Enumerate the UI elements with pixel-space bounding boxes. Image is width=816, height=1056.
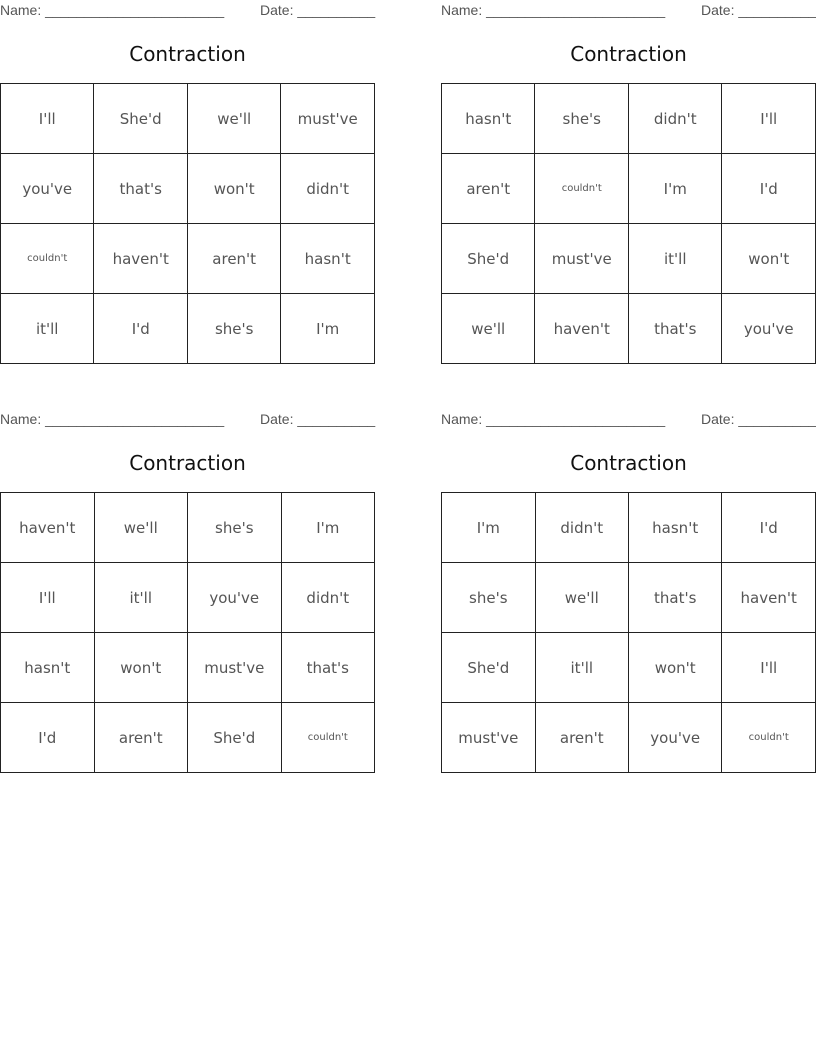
bingo-grid — [441, 492, 816, 773]
grid-cell: She'd — [442, 633, 536, 703]
grid-cell: I'll — [722, 84, 816, 154]
grid-cell: we'll — [94, 493, 187, 563]
grid-cell: She'd — [187, 703, 281, 773]
grid-cell: hasn't — [628, 493, 721, 563]
grid-cell: she's — [442, 563, 536, 633]
grid-row — [1, 84, 375, 154]
grid-cell: I'd — [1, 703, 95, 773]
grid-cell: aren't — [188, 224, 281, 294]
grid-cell: you've — [628, 703, 721, 773]
grid-cell: must've — [442, 703, 536, 773]
bingo-card-3 — [0, 409, 375, 774]
grid-cell: it'll — [629, 224, 722, 294]
grid-cell: couldn't — [722, 703, 816, 773]
grid-row — [1, 703, 375, 773]
bingo-grid — [0, 83, 375, 364]
grid-cell: we'll — [535, 563, 628, 633]
grid-cell: couldn't — [281, 703, 374, 773]
grid-cell: haven't — [722, 563, 816, 633]
grid-cell: she's — [188, 294, 281, 364]
grid-cell: I'm — [442, 493, 536, 563]
bingo-grid — [441, 83, 816, 364]
bingo-grid — [0, 492, 375, 773]
card-title: Contraction — [129, 42, 246, 66]
name-line: Name: _______________________ — [0, 2, 225, 18]
grid-cell: we'll — [442, 294, 535, 364]
grid-cell: won't — [628, 633, 721, 703]
card-header — [441, 411, 816, 429]
grid-cell: you've — [722, 294, 816, 364]
grid-cell: hasn't — [1, 633, 95, 703]
grid-cell: I'll — [1, 563, 95, 633]
grid-cell: didn't — [535, 493, 628, 563]
grid-cell: hasn't — [281, 224, 375, 294]
card-header — [0, 2, 375, 20]
grid-cell: must've — [281, 84, 375, 154]
grid-cell: I'm — [629, 154, 722, 224]
grid-row — [442, 154, 816, 224]
grid-cell: it'll — [535, 633, 628, 703]
grid-cell: hasn't — [442, 84, 535, 154]
grid-row — [442, 493, 816, 563]
grid-cell: aren't — [535, 703, 628, 773]
grid-row — [1, 633, 375, 703]
grid-cell: must've — [187, 633, 281, 703]
name-line: Name: _______________________ — [441, 2, 666, 18]
grid-row — [442, 84, 816, 154]
grid-cell: I'd — [722, 154, 816, 224]
grid-cell: didn't — [629, 84, 722, 154]
grid-cell: I'd — [94, 294, 188, 364]
grid-cell: she's — [535, 84, 629, 154]
grid-cell: I'm — [281, 294, 375, 364]
grid-cell: that's — [281, 633, 374, 703]
grid-cell: won't — [722, 224, 816, 294]
grid-row — [442, 563, 816, 633]
grid-cell: haven't — [1, 493, 95, 563]
grid-row — [1, 154, 375, 224]
date-line: Date: __________ — [701, 411, 816, 427]
bingo-card-4 — [441, 409, 816, 774]
grid-row — [442, 703, 816, 773]
grid-cell: it'll — [1, 294, 94, 364]
grid-cell: I'm — [281, 493, 374, 563]
date-line: Date: __________ — [701, 2, 816, 18]
name-line: Name: _______________________ — [441, 411, 666, 427]
grid-cell: it'll — [94, 563, 187, 633]
grid-cell: she's — [187, 493, 281, 563]
bingo-card-1 — [0, 0, 375, 365]
card-title: Contraction — [570, 451, 687, 475]
card-header — [0, 411, 375, 429]
grid-cell: aren't — [442, 154, 535, 224]
grid-cell: didn't — [281, 154, 375, 224]
grid-row — [1, 493, 375, 563]
card-title: Contraction — [570, 42, 687, 66]
grid-cell: won't — [188, 154, 281, 224]
grid-cell: aren't — [94, 703, 187, 773]
grid-cell: couldn't — [1, 224, 94, 294]
grid-row — [1, 563, 375, 633]
grid-cell: I'll — [722, 633, 816, 703]
grid-cell: that's — [628, 563, 721, 633]
grid-row — [1, 294, 375, 364]
date-line: Date: __________ — [260, 2, 376, 18]
grid-cell: couldn't — [535, 154, 629, 224]
name-line: Name: _______________________ — [0, 411, 225, 427]
grid-cell: we'll — [188, 84, 281, 154]
grid-cell: you've — [187, 563, 281, 633]
grid-cell: didn't — [281, 563, 374, 633]
grid-cell: must've — [535, 224, 629, 294]
card-header — [441, 2, 816, 20]
grid-cell: She'd — [94, 84, 188, 154]
grid-cell: you've — [1, 154, 94, 224]
card-title: Contraction — [129, 451, 246, 475]
grid-cell: I'll — [1, 84, 94, 154]
bingo-card-2 — [441, 0, 816, 365]
grid-cell: that's — [94, 154, 188, 224]
grid-cell: haven't — [94, 224, 188, 294]
grid-cell: I'd — [722, 493, 816, 563]
grid-cell: She'd — [442, 224, 535, 294]
grid-cell: haven't — [535, 294, 629, 364]
grid-cell: won't — [94, 633, 187, 703]
date-line: Date: __________ — [260, 411, 376, 427]
grid-row — [442, 294, 816, 364]
grid-row — [442, 633, 816, 703]
grid-cell: that's — [629, 294, 722, 364]
grid-row — [442, 224, 816, 294]
grid-row — [1, 224, 375, 294]
